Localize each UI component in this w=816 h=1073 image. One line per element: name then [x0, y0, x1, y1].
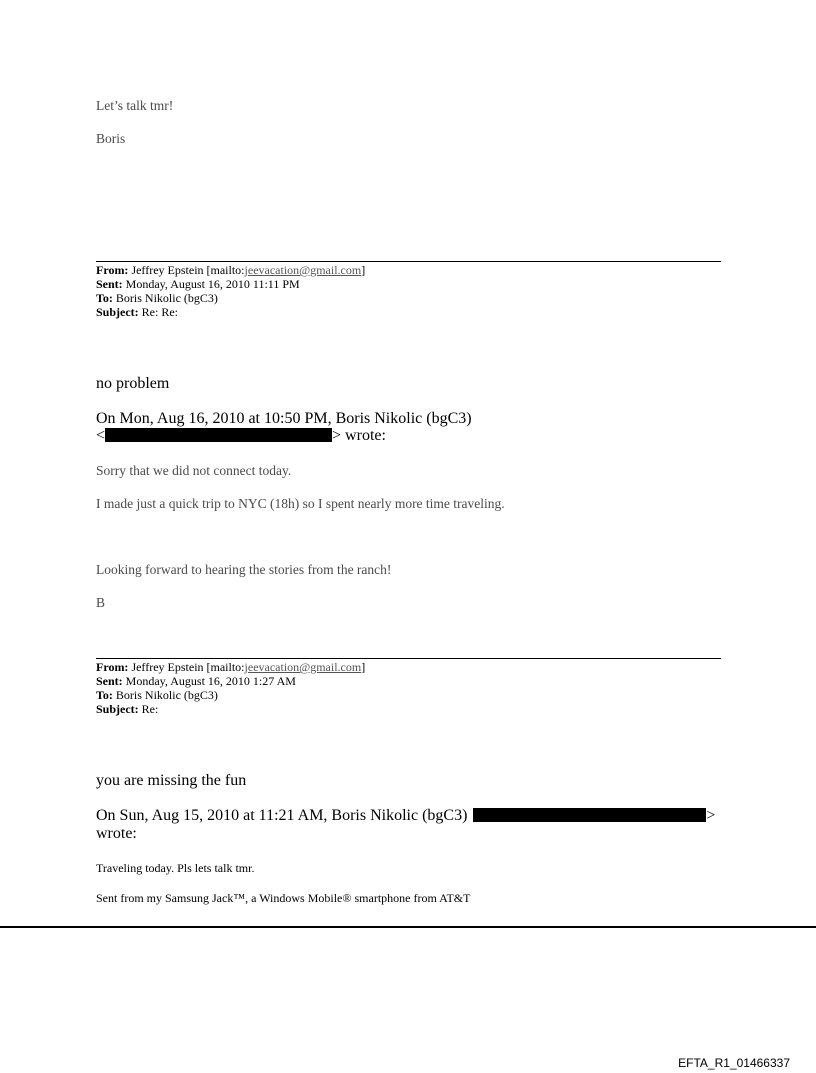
quote-open: < — [96, 427, 106, 444]
opening-line: Let’s talk tmr! — [96, 98, 174, 113]
quoted-signature: B — [96, 595, 106, 610]
page-divider — [0, 926, 816, 928]
quoted-paragraph: Sorry that we did not connect today. — [96, 463, 292, 478]
quoted-paragraph: Traveling today. Pls lets talk tmr. — [96, 861, 255, 875]
email-header-to — [96, 689, 218, 702]
reply-body: no problem — [96, 375, 170, 392]
header-divider — [96, 261, 721, 262]
from-name: Jeffrey Epstein [mailto: — [131, 660, 245, 674]
sent-label: Sent: — [96, 277, 123, 291]
reply-body: you are missing the fun — [96, 772, 247, 789]
sent-label: Sent: — [96, 674, 123, 688]
subject-value: Re: — [141, 702, 159, 716]
quote-attribution — [96, 807, 715, 825]
from-close: ] — [361, 660, 366, 674]
document-id: EFTA_R1_01466337 — [678, 1056, 790, 1070]
quote-close: > — [706, 807, 716, 824]
quoted-paragraph: I made just a quick trip to NYC (18h) so I spent nearly more time traveling. — [96, 496, 505, 511]
header-divider — [96, 658, 721, 659]
from-email-link[interactable]: jeevacation@gmail.com — [244, 263, 362, 277]
quoted-signature: Sent from my Samsung Jack™, a Windows Mobile® smartphone from AT&T — [96, 891, 471, 905]
from-label: From: — [96, 263, 129, 277]
quote-attribution: On Mon, Aug 16, 2010 at 10:50 PM, Boris Nikolic (bgC3) — [96, 410, 472, 427]
opening-signature: Boris — [96, 131, 126, 146]
subject-label: Subject: — [96, 305, 139, 319]
email-header-sent — [96, 278, 300, 291]
redaction-block — [105, 428, 332, 442]
quote-attribution-text: On Sun, Aug 15, 2010 at 11:21 AM, Boris Nikolic (bgC3) — [96, 807, 468, 824]
from-email-link[interactable]: jeevacation@gmail.com — [244, 660, 362, 674]
from-close: ] — [361, 263, 366, 277]
to-label: To: — [96, 291, 113, 305]
quote-attribution-email — [96, 427, 386, 445]
to-label: To: — [96, 688, 113, 702]
email-header-from — [96, 661, 365, 674]
from-label: From: — [96, 660, 129, 674]
subject-label: Subject: — [96, 702, 139, 716]
to-value: Boris Nikolic (bgC3) — [115, 688, 218, 702]
email-header-from — [96, 264, 365, 277]
sent-value: Monday, August 16, 2010 1:27 AM — [125, 674, 296, 688]
email-header-subject — [96, 306, 178, 319]
to-value: Boris Nikolic (bgC3) — [115, 291, 218, 305]
email-header-subject — [96, 703, 158, 716]
quote-close: > wrote: — [332, 427, 386, 444]
quote-attribution-wrote: wrote: — [96, 825, 137, 842]
sent-value: Monday, August 16, 2010 11:11 PM — [125, 277, 300, 291]
quoted-paragraph: Looking forward to hearing the stories from the ranch! — [96, 562, 392, 577]
redaction-block — [473, 808, 706, 822]
email-header-to — [96, 292, 218, 305]
subject-value: Re: Re: — [141, 305, 178, 319]
email-header-sent — [96, 675, 296, 688]
from-name: Jeffrey Epstein [mailto: — [131, 263, 245, 277]
